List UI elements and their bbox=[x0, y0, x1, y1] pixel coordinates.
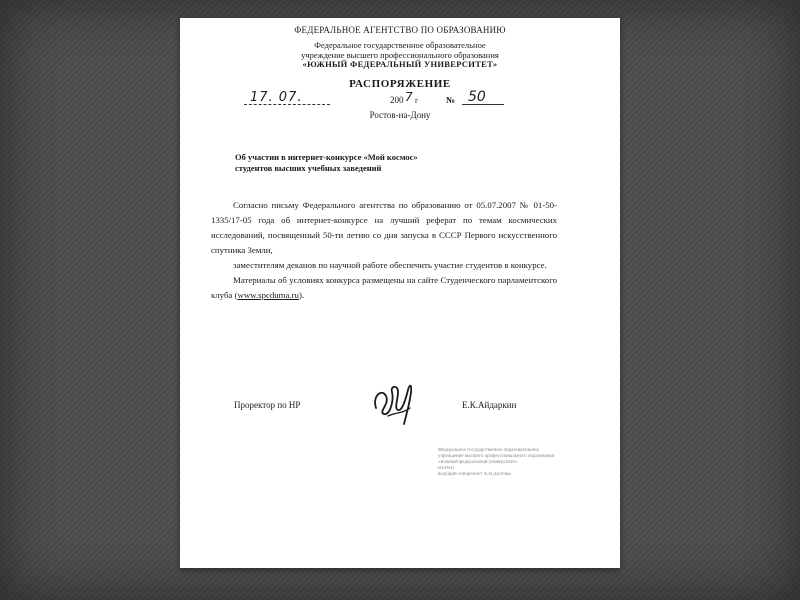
document-city: Ростов-на-Дону bbox=[369, 110, 431, 120]
stamp-line-1: Федеральное государственное образовательное bbox=[438, 448, 539, 453]
agency-header: ФЕДЕРАЛЬНОЕ АГЕНТСТВО ПО ОБРАЗОВАНИЮ bbox=[294, 25, 506, 35]
number-handwritten: 50 bbox=[468, 89, 486, 105]
body-paragraph-3 bbox=[211, 273, 557, 303]
stamp-line-2: учреждение высшего профессионального образования bbox=[438, 454, 555, 459]
institution-line-2: учреждение высшего профессионального образования bbox=[301, 50, 499, 60]
body-paragraph-2: заместителям деканов по научной работе обеспечить участие студентов в конкурсе. bbox=[233, 260, 547, 270]
website-link[interactable]: www.spcduma.ru bbox=[237, 290, 299, 300]
date-handwritten: 17. 07. bbox=[250, 90, 303, 105]
date-year-suffix: г bbox=[415, 96, 419, 105]
institution-line-1: Федеральное государственное образовательное bbox=[314, 40, 486, 50]
document-page bbox=[180, 18, 620, 568]
handwritten-signature bbox=[368, 378, 424, 428]
paragraph-3-text: Материалы об условиях конкурса размещены на сайте Студенческого парламентского клуба ( bbox=[211, 275, 557, 300]
body-paragraph-1: Согласно письму Федерального агентства по образованию от 05.07.2007 № 01-50-1335/17-05 года об интернет-конкурсе на лучший реферат по темам космических исследований, посвященный 50-ти летию со дня запуска в СССР Первого искусственного спутника Земли, bbox=[211, 200, 557, 255]
subject-line-1: Об участии в интернет-конкурсе «Мой космос» bbox=[235, 152, 418, 162]
document-subject bbox=[235, 152, 485, 173]
document-number bbox=[446, 89, 526, 109]
date-year-printed: 200 bbox=[390, 95, 404, 105]
signatory-role: Проректор по НР bbox=[234, 400, 301, 410]
university-name: «ЮЖНЫЙ ФЕДЕРАЛЬНЫЙ УНИВЕРСИТЕТ» bbox=[302, 59, 498, 69]
certification-stamp bbox=[438, 448, 558, 478]
number-underline bbox=[462, 104, 504, 105]
date-underline bbox=[244, 104, 330, 105]
paragraph-3-end: ). bbox=[298, 290, 305, 300]
stamp-line-3: «Южный федеральный университет» bbox=[438, 460, 518, 465]
stamp-line-5: ведущий специалист А.Н.Долгова bbox=[438, 472, 511, 477]
stamp-line-4: ВЕРНО bbox=[438, 466, 455, 471]
number-label: № bbox=[446, 95, 456, 105]
date-year-handwritten: 7 bbox=[405, 90, 413, 104]
subject-line-2: студентов высших учебных заведений bbox=[235, 162, 382, 173]
document-title: РАСПОРЯЖЕНИЕ bbox=[349, 78, 451, 90]
document-body bbox=[211, 198, 557, 303]
signatory-name: Е.К.Айдаркин bbox=[462, 400, 517, 410]
